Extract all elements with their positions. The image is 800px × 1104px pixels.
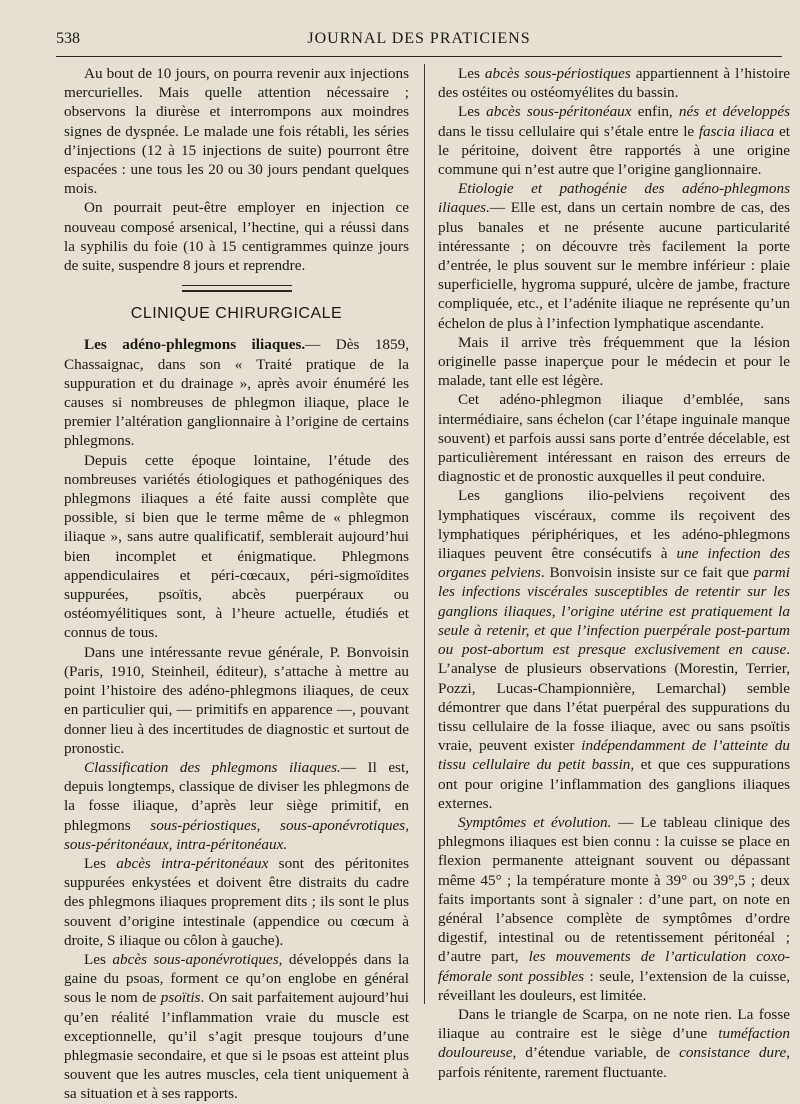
text-run: Les xyxy=(84,854,117,872)
paragraph xyxy=(438,1005,790,1082)
subheading: Symptômes et évolution. xyxy=(458,813,612,831)
text-run: Les ganglions ilio-pelviens reçoivent des lymphatiques viscéraux, comme ils reçoivent des lymphatiques périphériques, et les adéno-phlegmons iliaques peuvent être consécutifs à xyxy=(438,487,790,563)
running-title: JOURNAL DES PRATICIENS xyxy=(307,30,531,47)
paragraph xyxy=(438,813,790,1005)
italic-run: sous-périostiques, sous-aponévrotiques, sous-péritonéaux, intra-péritonéaux. xyxy=(64,816,409,853)
paragraph xyxy=(438,179,790,333)
text-run: sont des péritonites suppurées enkystées et doivent être distraits du cadre des phlegmons iliaques proprement dits ; ils sont le plus souvent d’origine intestinale (appendice ou cœcum à droite, S iliaque ou côlon à gauche). xyxy=(64,854,410,949)
italic-run: consistance dure xyxy=(679,1044,787,1062)
paragraph xyxy=(438,64,790,102)
text-run: : seule, l’extension de la cuisse, réveillant les douleurs, est limitée. xyxy=(438,967,791,1004)
subheading: Etiologie et pathogénie des adéno-phlegmons iliaques. xyxy=(438,180,790,217)
left-column xyxy=(64,64,409,1104)
paragraph xyxy=(438,102,790,179)
italic-run: abcès sous-péritonéaux xyxy=(486,103,632,121)
text-run: — Le tableau clinique des phlegmons iliaques est bien connu : la cuisse se place en flexion permanente atteignant souvent ou dépassant même 45° ; la température monte à 39° ou 39°,5 ; deux faits importants sont à signaler : d’une part, on note en général l’absence complète de symptômes d’ordre digestif, intestinal ou de retentissement péritonéal ; d’autre part, xyxy=(438,813,790,966)
text-run: Les xyxy=(458,103,487,121)
paragraph xyxy=(64,854,409,950)
paragraph: Au bout de 10 jours, on pourra revenir aux injections mercurielles. Mais quelle attention nécessaire ; observons la diurèse et interrompons aux moindres signes de dyspnée. Le malade une fois rétabli, les séries d’injections (12 à 15 injections de suite) pourront être espacées : une tous les 20 ou 30 jours pendant quelques mois. xyxy=(64,65,409,198)
paragraph xyxy=(64,950,409,1104)
text-run: et le péritoine, doivent être rapportés à une origine commune qui n’est autre que l’origine ganglionnaire. xyxy=(438,122,790,179)
italic-run: nés et développés xyxy=(678,103,790,121)
text-run: — Elle est, dans un certain nombre de cas, des plus banales et ne présente aucune particularité intéressante ; on découvre très facilement la porte d’entrée, le plus souvent sur le membre inférieur : plaie superficielle, hygroma suppuré, ulcère de jambe, fracture compliquée, etc., et l’adénite iliaque ne représente qu’un échelon de plus à l’infection lymphatique ascendante. xyxy=(438,199,790,332)
text-run: Les xyxy=(84,950,113,968)
italic-run: fascia iliaca xyxy=(698,122,775,140)
italic-run: abcès sous-périostiques xyxy=(484,65,631,82)
paragraph: Depuis cette époque lointaine, l’étude des nombreuses variétés étiologiques et pathogéniques des phlegmons iliaques a été faite aussi complète que possible, si bien que le terme même de « phlegmon iliaque », sans autre qualificatif, semblerait aujourd’hui bien incomplet et énigmatique. Phlegmons appendiculaires et péri-cœcaux, péri-sigmoïdites suppurées, psoïtis, abcès puerpéraux ou ostéomyélitiques sont, à l’heure actuelle, étudiés et connus de tous. xyxy=(64,451,409,642)
paragraph: Dans une intéressante revue générale, P. Bonvoisin (Paris, 1910, Steinheil, éditeur), s’attache à mettre au point l’histoire des adéno-phlegmons iliaques, de ceux en particulier qui, — primitifs en apparence —, pouvant donner lieu à des incertitudes de diagnostic et surtout de pronostic. xyxy=(64,643,409,757)
italic-run: indépendamment de l’atteinte du tissu cellulaire du petit bassin xyxy=(438,737,790,774)
text-run: — Il est, depuis longtemps, classique de diviser les phlegmons de la fosse iliaque, d’après leur siège primitif, en phlegmons xyxy=(64,758,409,834)
text-run: , et que ces suppurations ont pour origine l’inflammation des ganglions iliaques externes. xyxy=(438,756,790,812)
italic-run: abcès intra-péritonéaux xyxy=(116,854,269,872)
text-run: . On sait parfaitement aujourd’hui qu’en réalité l’inflammation vraie du muscle est exceptionnelle, qu’il s’agit presque toujours d’une phlegmasie secondaire, et que si le psoas est atteint plus souvent que les autres muscles, cela tient uniquement à sa situation et à ses rapports. xyxy=(64,989,409,1103)
italic-run: une infection des organes pelviens xyxy=(438,545,790,582)
header-rule xyxy=(56,56,782,57)
paragraph: Cet adéno-phlegmon iliaque d’emblée, sans intermédiaire, sans échelon (car l’étape inguinale manque souvent) et parfois aussi sans porte d’entrée décelable, est particulièrement intéressant en raison des erreurs de diagnostic et de pronostic auxquelles il peut conduire. xyxy=(438,391,790,486)
right-column xyxy=(438,64,790,1082)
italic-run: parmi les infections viscérales susceptibles de retentir sur les ganglions iliaques, l’origine utérine est pratiquement la seule à retenir, et que l’infection puerpérale post-partum ou post-abortum est presque exclusivement en cause xyxy=(438,564,790,659)
text-run: dans le tissu cellulaire qui s’étale entre le xyxy=(438,122,699,140)
italic-run: les mouvements de l’articulation coxo-fémorale sont possibles xyxy=(438,948,790,985)
italic-run: abcès sous-aponévrotiques xyxy=(112,950,279,968)
italic-run: psoïtis xyxy=(160,989,201,1007)
text-run: . L’analyse de plusieurs observations (Morestin, Terrier, Pozzi, Lucas-Championnière, Lemarchal) semble démontrer que dans l’état puerpéral des suppurations du tissu cellulaire de la fosse iliaque, avec ou sans psoïtis vraie, peuvent exister xyxy=(438,641,790,755)
paragraph xyxy=(438,486,790,812)
section-title: CLINIQUE CHIRURGICALE xyxy=(130,305,343,323)
text-run: appartiennent à l’histoire des ostéites ou ostéomyélites du bassin. xyxy=(438,65,790,102)
text-run: , parfois rénitente, rarement fluctuante. xyxy=(438,1044,790,1081)
italic-run: tuméfaction douloureuse xyxy=(438,1025,790,1062)
text-run: , d’étendue variable, de xyxy=(512,1044,680,1062)
text-run: . Bonvoisin insiste sur ce fait que xyxy=(540,564,754,582)
text-run: — Dès 1859, Chassaignac, dans son « Traité pratique de la suppuration et du drainage », après avoir énuméré les causes si nombreuses de phlegmon iliaque, place le premier l’altération ganglionnaire à l’origine de certains phlegmons. xyxy=(64,336,409,450)
section-ornament xyxy=(182,285,292,292)
text-run: enfin, xyxy=(631,103,679,121)
paragraph: Mais il arrive très fréquemment que la lésion originelle passe inaperçue pour le médecin et pour le malade, tant elle est légère. xyxy=(438,333,790,390)
article-title: Les adéno-phlegmons iliaques. xyxy=(84,336,306,354)
text-run: , développés dans la gaine du psoas, forment ce qu’on englobe en général sous le nom de xyxy=(64,950,409,1007)
page-number: 538 xyxy=(56,30,80,47)
paragraph xyxy=(64,758,409,854)
subheading: Classification des phlegmons iliaques. xyxy=(84,758,341,776)
column-divider xyxy=(424,64,425,1004)
text-run: Dans le triangle de Scarpa, on ne note rien. La fosse iliaque au contraire est le siège d’une xyxy=(438,1005,790,1043)
paragraph xyxy=(64,335,409,450)
text-run: Les xyxy=(458,65,485,82)
paragraph: On pourrait peut-être employer en injection ce nouveau composé arsenical, l’hectine, qui a réussi dans la syphilis du foie (10 à 15 centigrammes quinze jours de suite, suspendre 8 jours et reprendre. xyxy=(64,199,409,275)
page-header xyxy=(56,30,782,52)
